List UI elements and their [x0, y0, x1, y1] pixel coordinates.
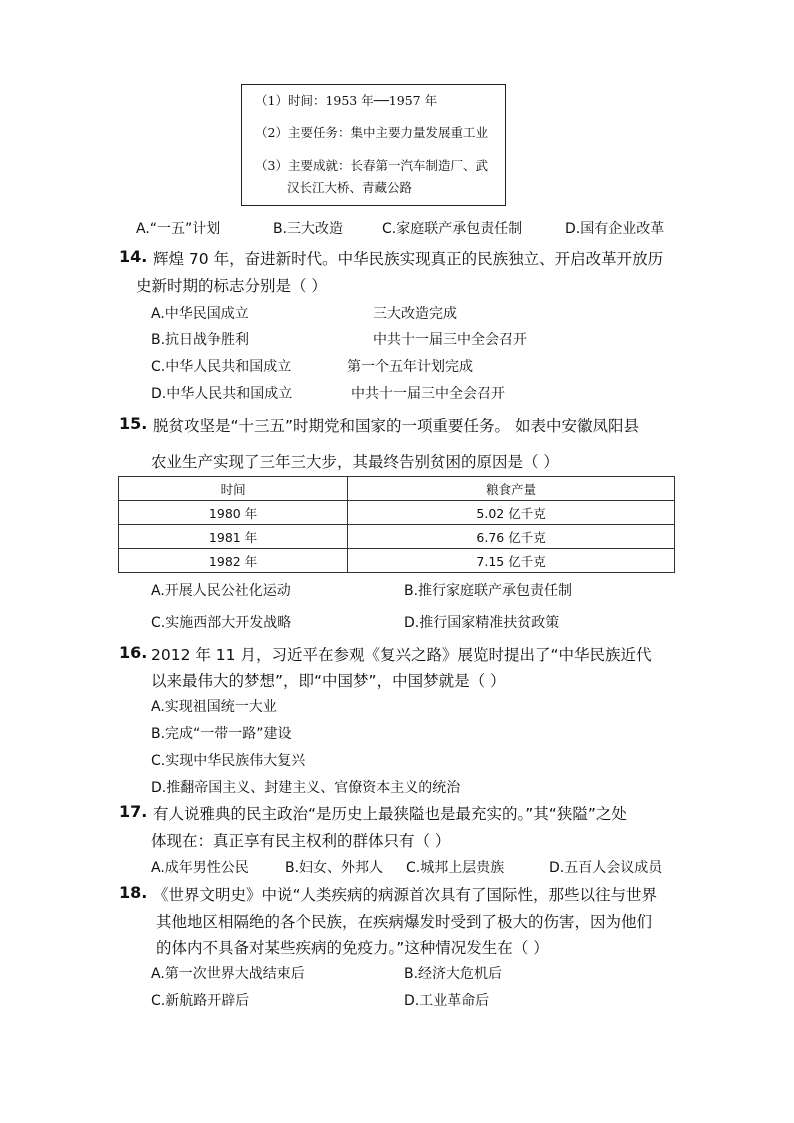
table-cell-output: 5.02 亿千克: [348, 501, 675, 525]
q14-stem-line1: 辉煌 70 年，奋进新时代。中华民族实现真正的民族独立、开启改革开放历: [153, 250, 664, 268]
q18-stem-line2: 其他地区相隔绝的各个民族，在疾病爆发时受到了极大的伤害，因为他们: [156, 913, 653, 931]
table-header-output: 粮食产量: [348, 477, 675, 501]
q15-number: 15.: [119, 414, 148, 433]
q13-option-c[interactable]: C.家庭联产承包责任制: [382, 221, 523, 237]
q13-option-a[interactable]: A.“一五”计划: [136, 221, 221, 237]
q18-stem-line1: 《世界文明史》中说“人类疾病的病源首次具有了国际性，那些以往与世界: [153, 886, 658, 904]
q18-option-b[interactable]: B.经济大危机后: [404, 966, 503, 982]
q14-option-b[interactable]: B.抗日战争胜利: [151, 332, 250, 348]
q18-option-c[interactable]: C.新航路开辟后: [151, 993, 250, 1009]
q16-stem-line2: 以来最伟大的梦想”，即“中国梦”，中国梦就是（ ）: [151, 672, 506, 690]
q15-option-d[interactable]: D.推行国家精准扶贫政策: [404, 615, 560, 631]
table-header-row: [119, 477, 675, 501]
q15-stem-line1: 脱贫攻坚是“十三五”时期党和国家的一项重要任务。 如表中安徽凤阳县: [153, 417, 639, 435]
info-line-achievement: （3）主要成就：长春第一汽车制造厂、武: [255, 158, 488, 173]
q15-option-a[interactable]: A.开展人民公社化运动: [151, 583, 291, 599]
q17-option-d[interactable]: D.五百人会议成员: [549, 860, 663, 876]
info-line-task: （2）主要任务：集中主要力量发展重工业: [255, 125, 488, 140]
q14-option-b-detail: 中共十一届三中全会召开: [373, 332, 527, 348]
q14-stem-line2: 史新时期的标志分别是（ ）: [136, 277, 327, 295]
q13-option-b[interactable]: B.三大改造: [273, 221, 344, 237]
q15-stem-line2: 农业生产实现了三年三大步，其最终告别贫困的原因是（ ）: [151, 453, 559, 471]
q14-option-d-detail: 中共十一届三中全会召开: [351, 386, 505, 402]
q16-option-d[interactable]: D.推翻帝国主义、封建主义、官僚资本主义的统治: [151, 780, 461, 796]
q18-option-a[interactable]: A.第一次世界大战结束后: [151, 966, 305, 982]
q14-option-d[interactable]: D.中华人民共和国成立: [151, 386, 293, 402]
info-line-achievement-cont: 汉长江大桥、青藏公路: [287, 180, 413, 195]
q16-option-a[interactable]: A.实现祖国统一大业: [151, 699, 277, 715]
table-row: [119, 501, 675, 525]
table-cell-year: 1980 年: [119, 501, 348, 525]
q16-number: 16.: [119, 643, 148, 662]
q14-option-c-detail: 第一个五年计划完成: [347, 359, 473, 375]
q14-option-c[interactable]: C.中华人民共和国成立: [151, 359, 292, 375]
q15-option-c[interactable]: C.实施西部大开发战略: [151, 615, 292, 631]
table-cell-year: 1982 年: [119, 549, 348, 573]
q17-stem-line2: 体现在：真正享有民主权利的群体只有（ ）: [151, 832, 451, 850]
q16-option-c[interactable]: C.实现中华民族伟大复兴: [151, 753, 306, 769]
q15-option-b[interactable]: B.推行家庭联产承包责任制: [404, 583, 573, 599]
table-cell-output: 6.76 亿千克: [348, 525, 675, 549]
grain-output-table: [118, 476, 675, 573]
q18-number: 18.: [119, 883, 148, 902]
q18-option-d[interactable]: D.工业革命后: [404, 993, 490, 1009]
q17-stem-line1: 有人说雅典的民主政治“是历史上最狭隘也是最充实的。”其“狭隘”之处: [153, 805, 627, 823]
q17-option-a[interactable]: A.成年男性公民: [151, 860, 249, 876]
q14-option-a[interactable]: A.中华民国成立: [151, 306, 249, 322]
info-box: [241, 84, 506, 206]
table-header-time: 时间: [119, 477, 348, 501]
q16-option-b[interactable]: B.完成“一带一路”建设: [151, 726, 292, 742]
q18-stem-line3: 的体内不具备对某些疾病的免疫力。”这种情况发生在（ ）: [156, 939, 549, 957]
table-cell-output: 7.15 亿千克: [348, 549, 675, 573]
q16-stem-line1: 2012 年 11 月，习近平在参观《复兴之路》展览时提出了“中华民族近代: [151, 646, 652, 664]
table-cell-year: 1981 年: [119, 525, 348, 549]
table-row: [119, 525, 675, 549]
q13-option-d[interactable]: D.国有企业改革: [565, 221, 665, 237]
q17-number: 17.: [119, 802, 148, 821]
q17-option-c[interactable]: C.城邦上层贵族: [406, 860, 505, 876]
info-line-time: （1）时间：1953 年──1957 年: [255, 93, 438, 108]
table-row: [119, 549, 675, 573]
q14-option-a-detail: 三大改造完成: [373, 306, 457, 322]
q14-number: 14.: [119, 247, 148, 266]
q17-option-b[interactable]: B.妇女、外邦人: [285, 860, 384, 876]
